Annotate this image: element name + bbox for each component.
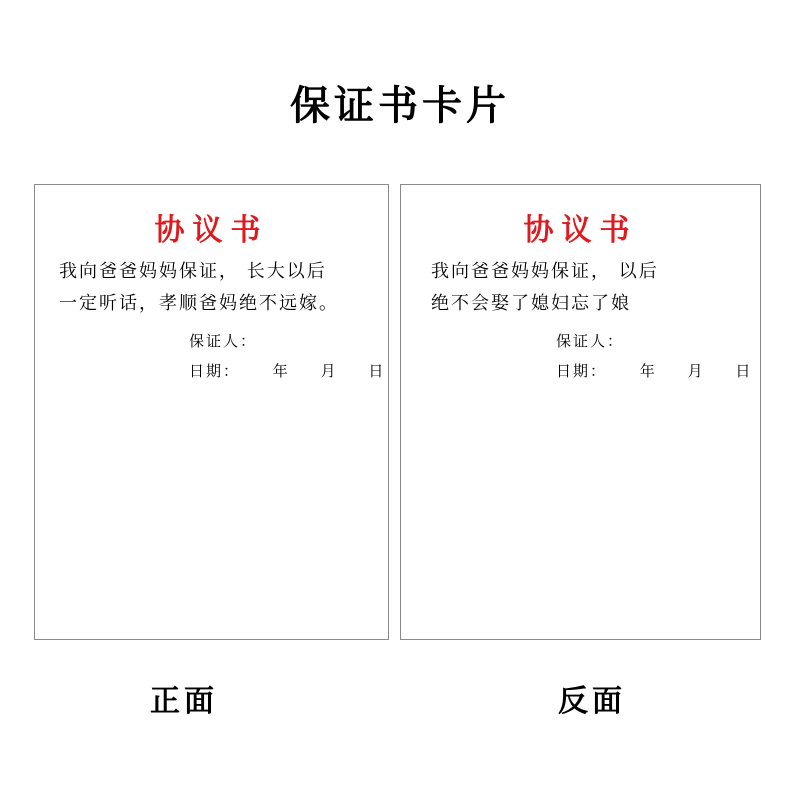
page-title: 保证书卡片 xyxy=(290,82,510,129)
back-caption: 反面 xyxy=(558,684,626,719)
back-date-day: 日 xyxy=(735,362,753,380)
back-date-month: 月 xyxy=(687,362,705,380)
back-guarantor-label: 保证人： xyxy=(556,332,625,350)
back-date-label: 日期： xyxy=(556,362,608,380)
front-date-month: 月 xyxy=(320,362,338,380)
front-date-year: 年 xyxy=(272,362,290,380)
front-caption: 正面 xyxy=(150,684,218,719)
front-date-label: 日期： xyxy=(189,362,241,380)
front-date-day: 日 xyxy=(368,362,386,380)
back-pledge-line-1: 我向爸爸妈妈保证， 以后 xyxy=(431,261,659,282)
front-pledge-line-2: 一定听话，孝顺爸妈绝不远嫁。 xyxy=(59,293,339,314)
front-guarantor-label: 保证人： xyxy=(189,332,258,350)
back-pledge-line-2: 绝不会娶了媳妇忘了娘 xyxy=(431,293,631,314)
front-card xyxy=(34,184,389,640)
back-card-heading: 协议书 xyxy=(523,213,638,248)
front-date-row xyxy=(189,360,385,381)
back-card xyxy=(400,184,761,640)
front-card-heading: 协议书 xyxy=(154,213,269,248)
front-pledge-line-1: 我向爸爸妈妈保证， 长大以后 xyxy=(59,261,327,282)
back-date-year: 年 xyxy=(639,362,657,380)
back-date-row xyxy=(556,360,752,381)
